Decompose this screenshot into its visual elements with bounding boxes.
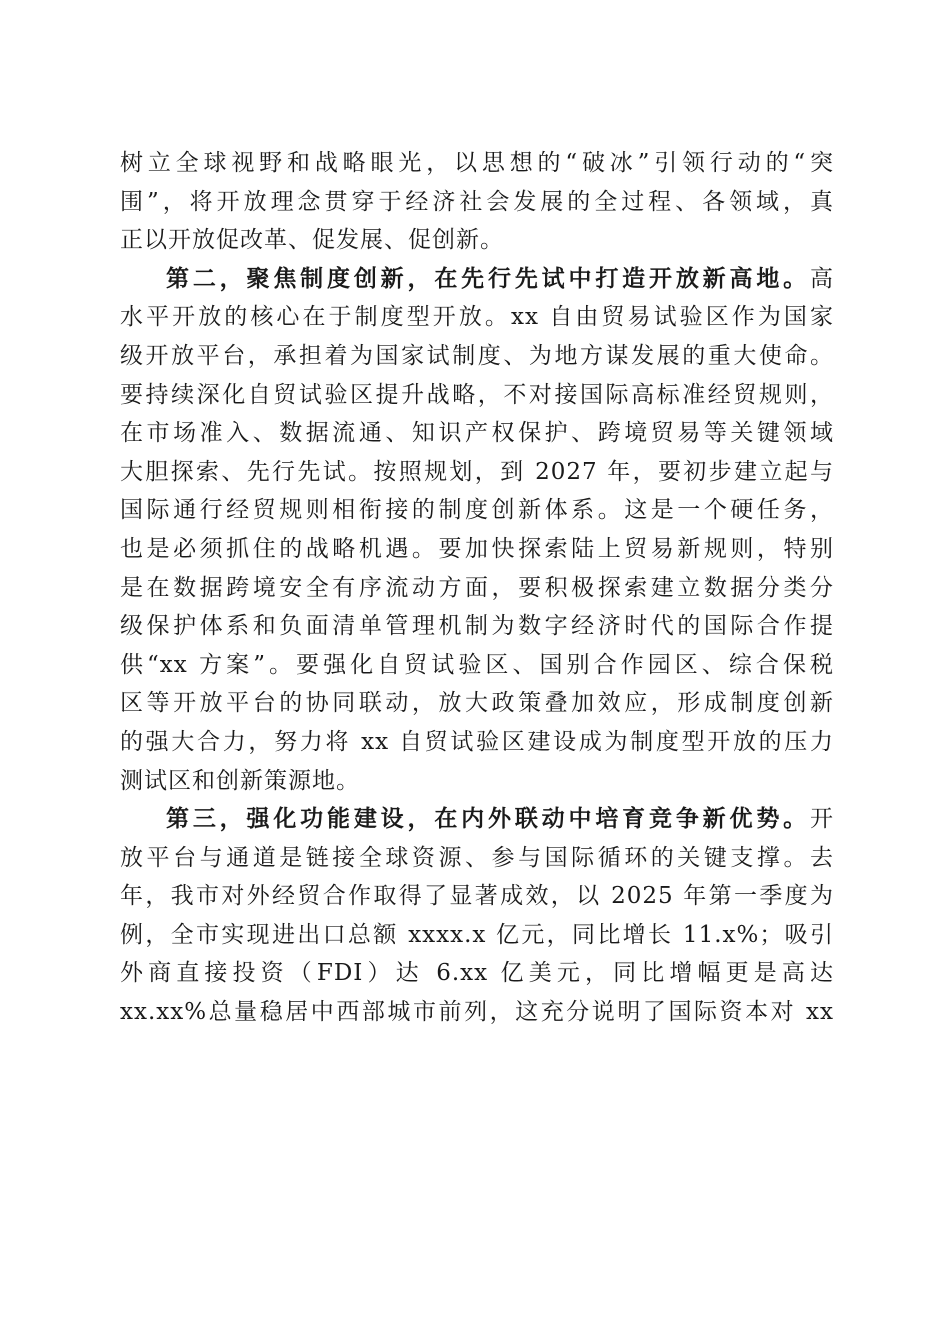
paragraph-two-line: 测试区和创新策源地。: [120, 767, 360, 794]
paragraph-two-line: 国际通行经贸规则相衔接的制度创新体系。这是一个硬任务，: [120, 497, 834, 524]
paragraph-two-line: 级保护体系和负面清单管理机制为数字经济时代的国际合作提: [120, 613, 834, 640]
paragraph-two-line: 供“xx 方案”。要强化自贸试验区、国别合作园区、综合保税: [120, 651, 834, 678]
paragraph-three-line: 年，我市对外经贸合作取得了显著成效，以 2025 年第一季度为: [120, 883, 834, 910]
paragraph-two-line: 要持续深化自贸试验区提升战略，不对接国际高标准经贸规则，: [120, 381, 834, 408]
paragraph-three-line: xx.xx%总量稳居中西部城市前列，这充分说明了国际资本对 xx: [120, 999, 834, 1026]
intro-line-1: 树立全球视野和战略眼光，以思想的“破冰”引领行动的“突: [120, 150, 834, 176]
paragraph-three-first-line: [120, 800, 834, 839]
paragraph-two-line: 水平开放的核心在于制度型开放。xx 自由贸易试验区作为国家: [120, 304, 834, 331]
document-body: [120, 144, 834, 1032]
paragraph-three-line: 外商直接投资（FDI）达 6.xx 亿美元，同比增幅更是高达: [120, 960, 834, 987]
paragraph-two-heading: 第二，聚焦制度创新，在先行先试中打造开放新高地。: [166, 264, 810, 292]
intro-line-2: 围”，将开放理念贯穿于经济社会发展的全过程、各领域，真: [120, 188, 834, 215]
paragraph-two-line: 是在数据跨境安全有序流动方面，要积极探索建立数据分类分: [120, 574, 834, 601]
paragraph-three-heading: 第三，强化功能建设，在内外联动中培育竞争新优势。: [166, 805, 810, 833]
paragraph-three-first-line-tail: 开: [810, 806, 834, 833]
paragraph-three-line: 放平台与通道是链接全球资源、参与国际循环的关键支撑。去: [120, 844, 834, 871]
paragraph-two-line: 在市场准入、数据流通、知识产权保护、跨境贸易等关键领域: [120, 420, 834, 447]
paragraph-two-first-line-tail: 高: [810, 265, 834, 292]
paragraph-two-line: 也是必须抓住的战略机遇。要加快探索陆上贸易新规则，特别: [120, 535, 834, 562]
paragraph-two-line: 的强大合力，努力将 xx 自贸试验区建设成为制度型开放的压力: [120, 728, 834, 755]
paragraph-two-first-line: [120, 260, 834, 299]
paragraph-three-line: 例，全市实现进出口总额 xxxx.x 亿元，同比增长 11.x%；吸引: [120, 921, 834, 948]
paragraph-two-line: 区等开放平台的协同联动，放大政策叠加效应，形成制度创新: [120, 690, 834, 717]
paragraph-two-line: 大胆探索、先行先试。按照规划，到 2027 年，要初步建立起与: [120, 458, 834, 485]
paragraph-two-line: 级开放平台，承担着为国家试制度、为地方谋发展的重大使命。: [120, 342, 834, 369]
intro-line-3: 正以开放促改革、促发展、促创新。: [120, 227, 504, 254]
